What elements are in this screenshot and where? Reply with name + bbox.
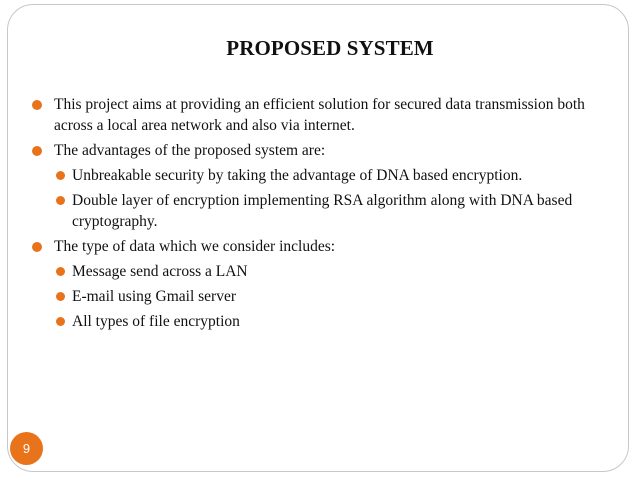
sub-bullet-text: Message send across a LAN xyxy=(72,263,248,280)
sub-bullet-text: Double layer of encryption implementing RSA algorithm along with DNA based cryptography. xyxy=(72,192,573,230)
bullet-dot-icon xyxy=(56,171,65,180)
bullet-dot-icon xyxy=(56,196,65,205)
bullet-dot-icon xyxy=(32,146,42,156)
sub-bullet-text: Unbreakable security by taking the advantage of DNA based encryption. xyxy=(72,167,523,184)
bullet-dot-icon xyxy=(32,242,42,252)
bullet-item xyxy=(24,236,604,257)
bullet-item xyxy=(24,140,604,161)
bullet-list xyxy=(24,94,604,336)
sub-bullet-text: All types of file encryption xyxy=(72,313,240,330)
bullet-dot-icon xyxy=(56,317,65,326)
bullet-text: The type of data which we consider includes: xyxy=(54,238,336,255)
sub-bullet-item xyxy=(24,165,604,186)
bullet-dot-icon xyxy=(56,292,65,301)
bullet-dot-icon xyxy=(56,267,65,276)
sub-bullet-text: E-mail using Gmail server xyxy=(72,288,236,305)
sub-bullet-item xyxy=(24,286,604,307)
sub-bullet-item xyxy=(24,190,604,232)
bullet-dot-icon xyxy=(32,100,42,110)
page-number-badge: 9 xyxy=(10,432,43,465)
sub-bullet-item xyxy=(24,311,604,332)
slide-title: PROPOSED SYSTEM xyxy=(226,36,434,60)
sub-bullet-item xyxy=(24,261,604,282)
bullet-text: This project aims at providing an efficient solution for secured data transmission both across a local area network and also via internet. xyxy=(54,96,585,134)
bullet-text: The advantages of the proposed system are: xyxy=(54,142,326,159)
bullet-item xyxy=(24,94,604,136)
